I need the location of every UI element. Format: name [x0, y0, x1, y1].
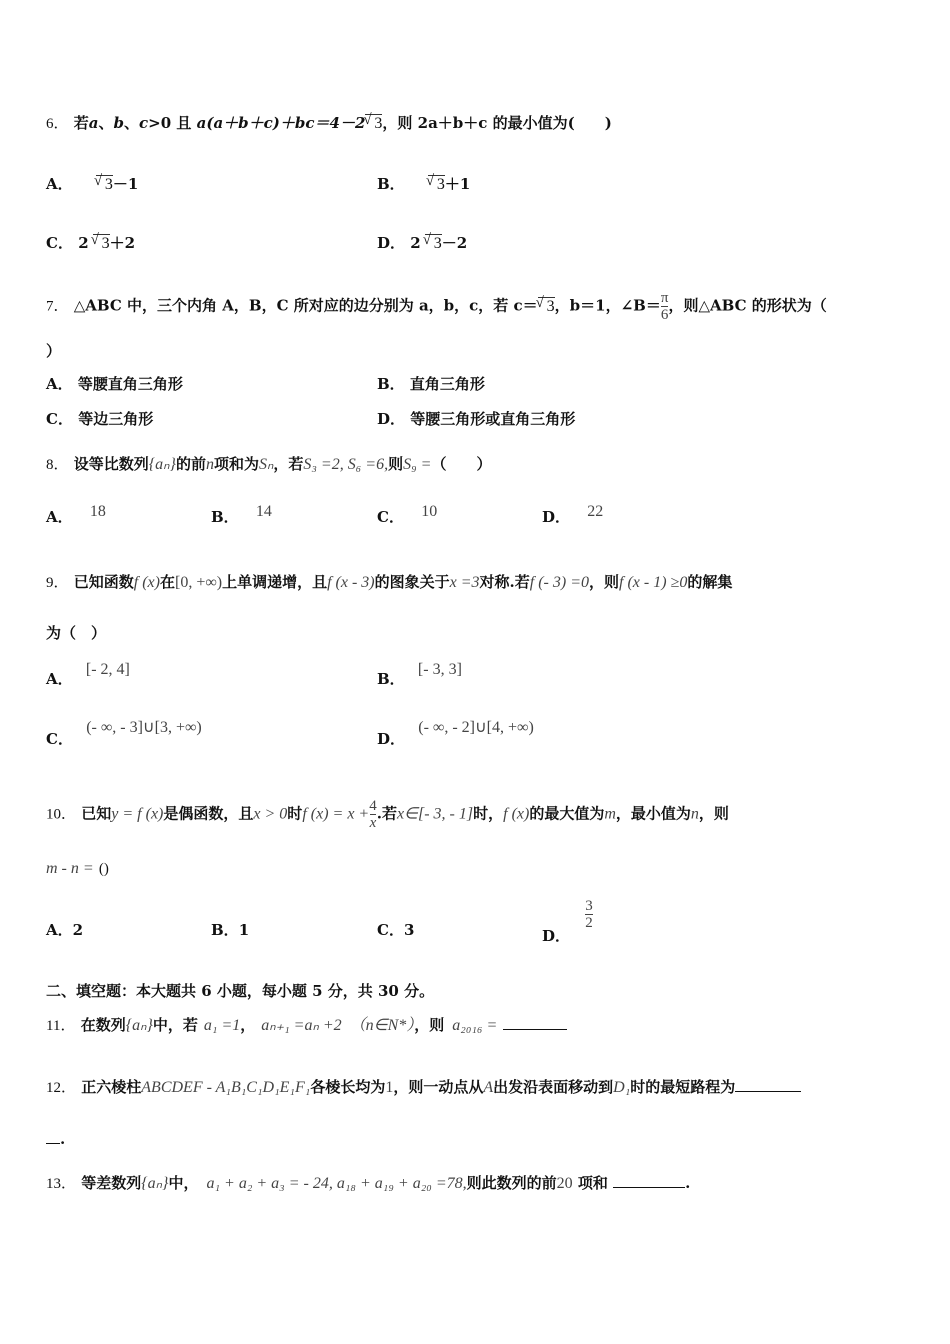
- q10-option-d[interactable]: D． $\frac{3}{2}$: [542, 898, 593, 945]
- q13-answer-blank[interactable]: [613, 1187, 685, 1188]
- q12-number: 12．: [46, 1080, 77, 1096]
- section-heading: 二、填空题：本大题共 6 小题，每小题 5 分，共 30 分。: [46, 982, 435, 1000]
- q7-stem: 7． △ABC 中，三个内角 A，B，C 所对应的边分别为 a，b，c，若 c＝√ 3，b＝1，∠B＝ $\frac{\pi}{6}$ ，则△ABC 的形状为（: [46, 290, 827, 323]
- q8-number: 8．: [46, 457, 69, 473]
- q9-option-b[interactable]: B． [- 3, 3]: [377, 661, 462, 688]
- fraction-4-over-x: $\frac{4}{x}$: [369, 798, 377, 831]
- q7-option-a[interactable]: A． 等腰直角三角形: [46, 375, 183, 393]
- q7-stem-close: ）: [46, 342, 62, 360]
- q11-stem: 11． 在数列{aₙ}中，若 a₁ =1， aₙ₊₁ =aₙ +2 （n∈N*），则 a₂₀₁₆ =: [46, 1015, 567, 1036]
- q11-answer-blank[interactable]: [503, 1029, 567, 1030]
- q10-option-a[interactable]: A．2: [46, 921, 84, 939]
- q7-option-b[interactable]: B． 直角三角形: [377, 375, 485, 393]
- q13-number: 13．: [46, 1176, 77, 1192]
- q7-number: 7．: [46, 298, 69, 315]
- q7-option-d[interactable]: D． 等腰三角形或直角三角形: [377, 410, 576, 428]
- q6-option-c[interactable]: C． 2√ 3＋2: [46, 232, 135, 253]
- q9-stem-cont: 为（ ）: [46, 624, 107, 642]
- q6-stem: 6． 若a、b、c>0 且 a(a＋b＋c)＋bc＝4－2√ 3，则 2a＋b＋c 的最小值为( ): [46, 112, 612, 134]
- q9-stem: 9． 已知函数f (x)在[0, +∞)上单调递增，且f (x - 3)的图象关于x =3对称.若f (- 3) =0，则f (x - 1) ≥0的解集: [46, 573, 733, 591]
- q12-answer-blank-cont[interactable]: [46, 1143, 60, 1144]
- q12-stem-cont: .: [46, 1129, 65, 1149]
- q9-option-c[interactable]: C． (- ∞, - 3]∪[3, +∞): [46, 719, 202, 748]
- q11-number: 11．: [46, 1018, 76, 1034]
- q8-option-c[interactable]: C． 10: [377, 503, 438, 526]
- q10-stem-cont: m - n = (): [46, 860, 109, 877]
- q12-stem: 12． 正六棱柱ABCDEF - A₁B₁C₁D₁E₁F₁各棱长均为1，则一动点从A出发沿表面移动到D₁时的最短路程为: [46, 1077, 801, 1098]
- q13-stem: 13． 等差数列{aₙ}中， a₁ + a₂ + a₃ = - 24, a₁₈ + a₁₉ + a₂₀ =78,则此数列的前20 项和 .: [46, 1174, 691, 1192]
- q10-option-b[interactable]: B．1: [211, 921, 250, 939]
- fraction-3-over-2: $\frac{3}{2}$: [585, 898, 593, 931]
- q10-option-c[interactable]: C．3: [377, 921, 415, 939]
- q10-number: 10．: [46, 806, 77, 823]
- q8-option-a[interactable]: A． 18: [46, 503, 106, 526]
- q8-option-b[interactable]: B． 14: [211, 503, 272, 526]
- q8-stem: 8． 设等比数列{aₙ}的前n项和为Sₙ，若S₃ =2, S₆ =6,则S₉ =（ ）: [46, 455, 492, 473]
- q12-answer-blank[interactable]: [735, 1091, 801, 1092]
- q9-option-d[interactable]: D． (- ∞, - 2]∪[4, +∞): [377, 719, 534, 748]
- q6-option-d[interactable]: D． 2√ 3－2: [377, 232, 467, 253]
- sqrt: √ 3: [365, 114, 382, 132]
- q7-option-c[interactable]: C． 等边三角形: [46, 410, 154, 428]
- fraction-pi-over-6: $\frac{\pi}{6}$: [660, 290, 669, 323]
- q8-option-d[interactable]: D． 22: [542, 503, 604, 526]
- q10-stem: 10． 已知y = f (x)是偶函数，且x > 0时f (x) = x + $\frac{4}{x}$ .若x∈[- 3, - 1]时，f (x)的最大值为m，最小值为n，则: [46, 798, 729, 831]
- q6-option-b[interactable]: B． √ 3＋1: [377, 173, 470, 194]
- q9-number: 9．: [46, 575, 69, 591]
- q6-option-a[interactable]: A． √ 3－1: [46, 173, 138, 194]
- q6-number: 6．: [46, 116, 69, 132]
- q9-option-a[interactable]: A． [- 2, 4]: [46, 661, 130, 688]
